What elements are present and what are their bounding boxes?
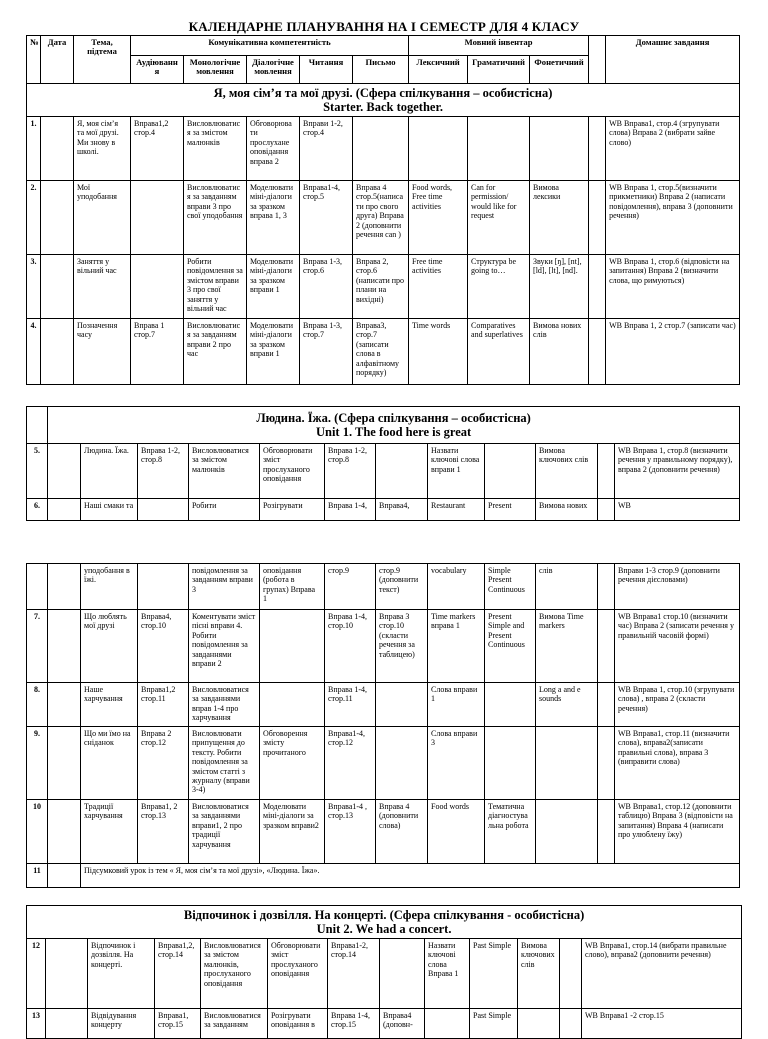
row-monologue: Висловлюватися за завданнями вправи1, 2 про традиції харчування xyxy=(189,800,260,864)
row-empty xyxy=(598,683,615,727)
row-reading: Вправа 1-4, стор.11 xyxy=(325,683,376,727)
row-listening: Вправа1, 2 стор.13 xyxy=(138,800,189,864)
row-lexical: Food words xyxy=(428,800,485,864)
table-row xyxy=(27,444,740,499)
row-dialogue: Обговорювати зміст прослуханого оповідання xyxy=(260,444,325,499)
row-date xyxy=(48,864,81,888)
row-phonetic xyxy=(536,727,598,800)
row-writing: Вправа 4 стор.5(написа ти про свого друга) Вправа 2 (доповнити речення can ) xyxy=(353,181,409,255)
row-writing xyxy=(380,939,425,1009)
table-row xyxy=(27,800,740,864)
row-dialogue: оповідання (робота в групах) Вправа 1 xyxy=(260,564,325,610)
row-listening: Вправа1,2 стор.4 xyxy=(131,117,184,181)
plan-table-3 xyxy=(26,563,740,888)
table-row xyxy=(27,499,740,521)
row-grammar: Comparatives and superlatives xyxy=(468,319,530,385)
table-row xyxy=(27,117,740,181)
row-grammar xyxy=(468,117,530,181)
row-grammar: Past Simple xyxy=(470,939,518,1009)
row-reading: стор.9 xyxy=(325,564,376,610)
row-lexical: Назвати ключові слова Вправа 1 xyxy=(425,939,470,1009)
section-header xyxy=(27,84,740,117)
row-grammar: Simple Present Continuous xyxy=(485,564,536,610)
row-monologue: Висловлюватис я за завданням вправи 3 про свої уподобання xyxy=(184,181,247,255)
section-header-row xyxy=(27,407,740,444)
row-homework: WB Вправа1, стор.14 (вибрати правильне слово), вправа2 (доповнити речення) xyxy=(582,939,742,1009)
row-writing xyxy=(376,444,428,499)
row-homework: WB Вправа 1, стор.8 (визначити речення у правильному порядку), вправа 2 (доповнити речення) xyxy=(615,444,740,499)
plan-table-4 xyxy=(26,905,742,1039)
row-topic: Відпочинок і дозвілля. На концерті. xyxy=(88,939,155,1009)
header-language: Мовний інвентар xyxy=(409,36,589,56)
row-phonetic: Вимова ключових слів xyxy=(518,939,560,1009)
row-listening: Вправа4, стор.10 xyxy=(138,610,189,683)
row-reading: Вправа1-2, стор.14 xyxy=(328,939,380,1009)
row-num: 12 xyxy=(27,939,46,1009)
row-num: 10 xyxy=(27,800,48,864)
row-lexical: Food words, Free time activities xyxy=(409,181,468,255)
row-date xyxy=(48,800,81,864)
header-monologue: Монологічне мовлення xyxy=(184,56,247,84)
section-subtitle: Unit 1. The food here is great xyxy=(315,425,472,439)
row-homework: WB Вправа1, стор.4 (згрупувати слова) Вправа 2 (вибрати зайве слово) xyxy=(606,117,740,181)
row-phonetic: Вимова нових xyxy=(536,499,598,521)
row-monologue: повідомлення за завданням вправи 3 xyxy=(189,564,260,610)
row-lexical: Restaurant xyxy=(428,499,485,521)
row-writing xyxy=(353,117,409,181)
row-writing xyxy=(376,683,428,727)
row-phonetic: Вимова нових слів xyxy=(530,319,589,385)
section-header xyxy=(48,407,740,444)
row-reading: Вправа 1-3, стор.6 xyxy=(300,255,353,319)
row-phonetic: Звуки [ŋ], [nt], [ld], [lt], [nd]. xyxy=(530,255,589,319)
row-dialogue: Моделювати міні-діалоги за зразком вправи2 xyxy=(260,800,325,864)
row-num: 6. xyxy=(27,499,48,521)
row-listening: Вправа 1-2, стор.8 xyxy=(138,444,189,499)
table-row xyxy=(27,319,740,385)
row-num: 9. xyxy=(27,727,48,800)
row-dialogue: Моделювати міні-діалоги за зразком вправи 1 xyxy=(247,319,300,385)
table-row xyxy=(27,181,740,255)
section-subtitle: Starter. Back together. xyxy=(323,100,443,114)
row-grammar: Present Simple and Present Continuous xyxy=(485,610,536,683)
row-homework: WB Вправа1, стор.12 (доповнити таблицю) Вправа 3 (відповісти на запитання) Вправа 4 (написати про улюблену їжу) xyxy=(615,800,740,864)
section-title: Людина. Їжа. (Сфера спілкування – особистісна) xyxy=(256,411,531,425)
row-writing: стор.9 (доповнити текст) xyxy=(376,564,428,610)
row-phonetic: Long a and e sounds xyxy=(536,683,598,727)
row-topic: Відвідування концерту xyxy=(88,1009,155,1039)
row-date xyxy=(41,255,74,319)
row-listening xyxy=(131,181,184,255)
table-row xyxy=(27,255,740,319)
row-num: 8. xyxy=(27,683,48,727)
row-homework: WB Вправа 1, стор.6 (відповісти на запитання) Вправа 2 (визначити слова, що римуються) xyxy=(606,255,740,319)
row-phonetic: Вимова лексики xyxy=(530,181,589,255)
row-phonetic: слів xyxy=(536,564,598,610)
row-monologue: Коментувати зміст пісні вправи 4. Робити повідомлення за завданнями вправи 2 xyxy=(189,610,260,683)
row-grammar xyxy=(485,727,536,800)
row-topic: Наше харчування xyxy=(81,683,138,727)
row-topic: Що люблять мої друзі xyxy=(81,610,138,683)
row-topic: Традиції харчування xyxy=(81,800,138,864)
row-reading: Вправа 1-4, стор.10 xyxy=(325,610,376,683)
row-grammar xyxy=(485,444,536,499)
section-left-cell xyxy=(27,407,48,444)
summary-text: Підсумковий урок із тем « Я, моя сім’я та мої друзі», «Людина. Їжа». xyxy=(81,864,740,888)
row-dialogue: Моделювати міні-діалоги за зразком вправи 1 xyxy=(247,255,300,319)
row-lexical: Назвати ключові слова вправи 1 xyxy=(428,444,485,499)
row-writing: Вправа 3 стор.10 (скласти речення за таблицею) xyxy=(376,610,428,683)
row-lexical xyxy=(409,117,468,181)
row-date xyxy=(48,727,81,800)
row-listening: Вправа 1 стор.7 xyxy=(131,319,184,385)
section-title: Відпочинок і дозвілля. На концерті. (Сфера спілкування - особистісна) xyxy=(183,908,585,922)
row-topic: Людина. Їжа. xyxy=(81,444,138,499)
row-empty xyxy=(598,800,615,864)
header-row-top xyxy=(27,36,740,56)
row-lexical: Time markers вправа 1 xyxy=(428,610,485,683)
row-topic: Я, моя сім’я та мої друзі. Ми знову в школі. xyxy=(74,117,131,181)
row-writing: Вправа4 (доповн- xyxy=(380,1009,425,1039)
row-listening xyxy=(138,499,189,521)
row-date xyxy=(48,444,81,499)
table-row xyxy=(27,610,740,683)
row-date xyxy=(41,319,74,385)
row-reading: Вправа 1-3, стор.7 xyxy=(300,319,353,385)
row-monologue: Робити xyxy=(189,499,260,521)
document-title: КАЛЕНДАРНЕ ПЛАНУВАННЯ НА І СЕМЕСТР ДЛЯ 4 КЛАСУ xyxy=(188,19,580,34)
row-homework: WB Вправа1 -2 стор.15 xyxy=(582,1009,742,1039)
row-grammar: Структура be going to… xyxy=(468,255,530,319)
section-subtitle: Unit 2. We had a concert. xyxy=(316,922,452,936)
header-phonetic: Фонетичний xyxy=(530,56,589,84)
row-listening: Вправа1,2 стор.11 xyxy=(138,683,189,727)
row-num: 13 xyxy=(27,1009,46,1039)
row-dialogue: Моделювати міні-діалоги за зразком вправа 1, 3 xyxy=(247,181,300,255)
row-reading: Вправа1-4, стор.5 xyxy=(300,181,353,255)
summary-row xyxy=(27,864,740,888)
row-empty xyxy=(589,117,606,181)
row-lexical: Time words xyxy=(409,319,468,385)
table-row xyxy=(27,683,740,727)
row-dialogue xyxy=(260,683,325,727)
row-listening: Вправа1, стор.15 xyxy=(155,1009,201,1039)
plan-table-1 xyxy=(26,35,740,385)
row-topic: уподобання в їжі. xyxy=(81,564,138,610)
row-date xyxy=(48,683,81,727)
row-listening: Вправа1,2, стор.14 xyxy=(155,939,201,1009)
row-date xyxy=(48,499,81,521)
row-empty xyxy=(560,939,582,1009)
row-monologue: Висловлюватися за завданням xyxy=(201,1009,268,1039)
row-writing xyxy=(376,727,428,800)
row-topic: Що ми їмо на сніданок xyxy=(81,727,138,800)
row-monologue: Висловлюватися за завданнями вправ 1-4 про харчування xyxy=(189,683,260,727)
row-num: 11 xyxy=(27,864,48,888)
header-grammar: Граматичний xyxy=(468,56,530,84)
row-num: 7. xyxy=(27,610,48,683)
row-listening xyxy=(131,255,184,319)
row-monologue: Висловлюватися за змістом малюнків, прослуханого оповідання xyxy=(201,939,268,1009)
row-lexical: Free time activities xyxy=(409,255,468,319)
table-row xyxy=(27,727,740,800)
row-homework: WB Вправа 1, 2 стор.7 (записати час) xyxy=(606,319,740,385)
row-phonetic: Вимова Time markers xyxy=(536,610,598,683)
row-grammar: Can for permission/ would like for request xyxy=(468,181,530,255)
row-dialogue: Обговорюва ти прослухане оповідання вправа 2 xyxy=(247,117,300,181)
row-num: 3. xyxy=(27,255,41,319)
row-dialogue: Розігрувати xyxy=(260,499,325,521)
row-phonetic xyxy=(530,117,589,181)
row-empty xyxy=(589,255,606,319)
section-header xyxy=(27,906,742,939)
table-row xyxy=(27,939,742,1009)
row-empty xyxy=(598,444,615,499)
row-homework: WB Вправа 1, стор.10 (згрупувати слова) , вправа 2 (скласти речення) xyxy=(615,683,740,727)
row-dialogue: Обговорювати зміст прослуханого оповідання xyxy=(268,939,328,1009)
section-header-row xyxy=(27,84,740,117)
plan-table-2 xyxy=(26,406,740,521)
row-dialogue xyxy=(260,610,325,683)
section-header-row xyxy=(27,906,742,939)
section-title: Я, моя сім’я та мої друзі. (Сфера спілкування – особистісна) xyxy=(213,86,553,100)
row-reading: Вправа 1-4, стор.15 xyxy=(328,1009,380,1039)
row-empty xyxy=(589,181,606,255)
header-lexical: Лексичний xyxy=(409,56,468,84)
row-reading: Вправа1-4 , стор.13 xyxy=(325,800,376,864)
row-grammar: Тематична діагностува льна робота xyxy=(485,800,536,864)
row-lexical: vocabulary xyxy=(428,564,485,610)
row-date xyxy=(41,181,74,255)
row-topic: Мої уподобання xyxy=(74,181,131,255)
row-monologue: Висловлювати припущення до тексту. Робити повідомлення за змістом статті з журналу (вправи 3-4) xyxy=(189,727,260,800)
row-reading: Вправа1-4, стор.12 xyxy=(325,727,376,800)
row-monologue: Робити повідомлення за змістом вправи 3 про свої заняття у вільний час xyxy=(184,255,247,319)
header-dialogue: Діалогічне мовлення xyxy=(247,56,300,84)
row-num: 1. xyxy=(27,117,41,181)
row-date xyxy=(48,610,81,683)
row-homework: WB xyxy=(615,499,740,521)
header-date: Дата xyxy=(41,36,74,84)
row-phonetic: Вимова ключових слів xyxy=(536,444,598,499)
row-num xyxy=(27,564,48,610)
row-monologue: Висловлюватис я за завданням вправи 2 про час xyxy=(184,319,247,385)
row-phonetic xyxy=(536,800,598,864)
row-empty xyxy=(598,499,615,521)
row-reading: Вправи 1-2, стор.4 xyxy=(300,117,353,181)
row-reading: Вправа 1-2, стор.8 xyxy=(325,444,376,499)
row-dialogue: Розігрувати оповідання в xyxy=(268,1009,328,1039)
row-reading: Вправа 1-4, xyxy=(325,499,376,521)
row-writing: Вправа 2, стор.6 (написати про плани на вихідні) xyxy=(353,255,409,319)
row-topic: Заняття у вільний час xyxy=(74,255,131,319)
header-empty xyxy=(589,36,606,84)
table-row xyxy=(27,564,740,610)
row-grammar xyxy=(485,683,536,727)
row-num: 5. xyxy=(27,444,48,499)
row-writing: Вправа4, xyxy=(376,499,428,521)
row-monologue: Висловлюватися за змістом малюнків xyxy=(189,444,260,499)
header-listening: Аудіювання xyxy=(131,56,184,84)
header-reading: Читання xyxy=(300,56,353,84)
row-grammar: Present xyxy=(485,499,536,521)
row-empty xyxy=(598,727,615,800)
row-homework: WB Вправа1 стор.10 (визначити час) Вправа 2 (записати речення у правильній часовій формі) xyxy=(615,610,740,683)
header-num: № xyxy=(27,36,41,84)
row-monologue: Висловлюватис я за змістом малюнків xyxy=(184,117,247,181)
row-listening: Вправа 2 стор.12 xyxy=(138,727,189,800)
row-date xyxy=(46,939,88,1009)
row-lexical: Слова вправи 3 xyxy=(428,727,485,800)
row-num: 2. xyxy=(27,181,41,255)
row-date xyxy=(41,117,74,181)
header-writing: Письмо xyxy=(353,56,409,84)
row-empty xyxy=(598,564,615,610)
row-homework: WB Вправа 1, стор.5(визначити прикметники) Вправа 2 (написати повідомлення), вправа 3 (доповнити речення) xyxy=(606,181,740,255)
row-homework: Вправи 1-3 стор.9 (доповнити речення дієсловами) xyxy=(615,564,740,610)
row-listening xyxy=(138,564,189,610)
row-writing: Вправа3, стор.7 (записати слова в алфавітному порядку) xyxy=(353,319,409,385)
row-empty xyxy=(589,319,606,385)
row-lexical: Слова вправи 1 xyxy=(428,683,485,727)
header-homework: Домашнє завдання xyxy=(606,36,740,84)
header-communicative: Комунікативна компетентність xyxy=(131,36,409,56)
row-grammar: Past Simple xyxy=(470,1009,518,1039)
row-topic: Наші смаки та xyxy=(81,499,138,521)
row-writing: Вправа 4 (доповнити слова) xyxy=(376,800,428,864)
row-homework: WB Вправа1, стор.11 (визначити слова), вправа2(записати правильні слова), вправа 3 (виправити слова) xyxy=(615,727,740,800)
row-dialogue: Обговорення змісту прочитаного xyxy=(260,727,325,800)
row-num: 4. xyxy=(27,319,41,385)
header-topic: Тема, підтема xyxy=(74,36,131,84)
row-topic: Позначення часу xyxy=(74,319,131,385)
row-empty xyxy=(598,610,615,683)
row-date xyxy=(48,564,81,610)
